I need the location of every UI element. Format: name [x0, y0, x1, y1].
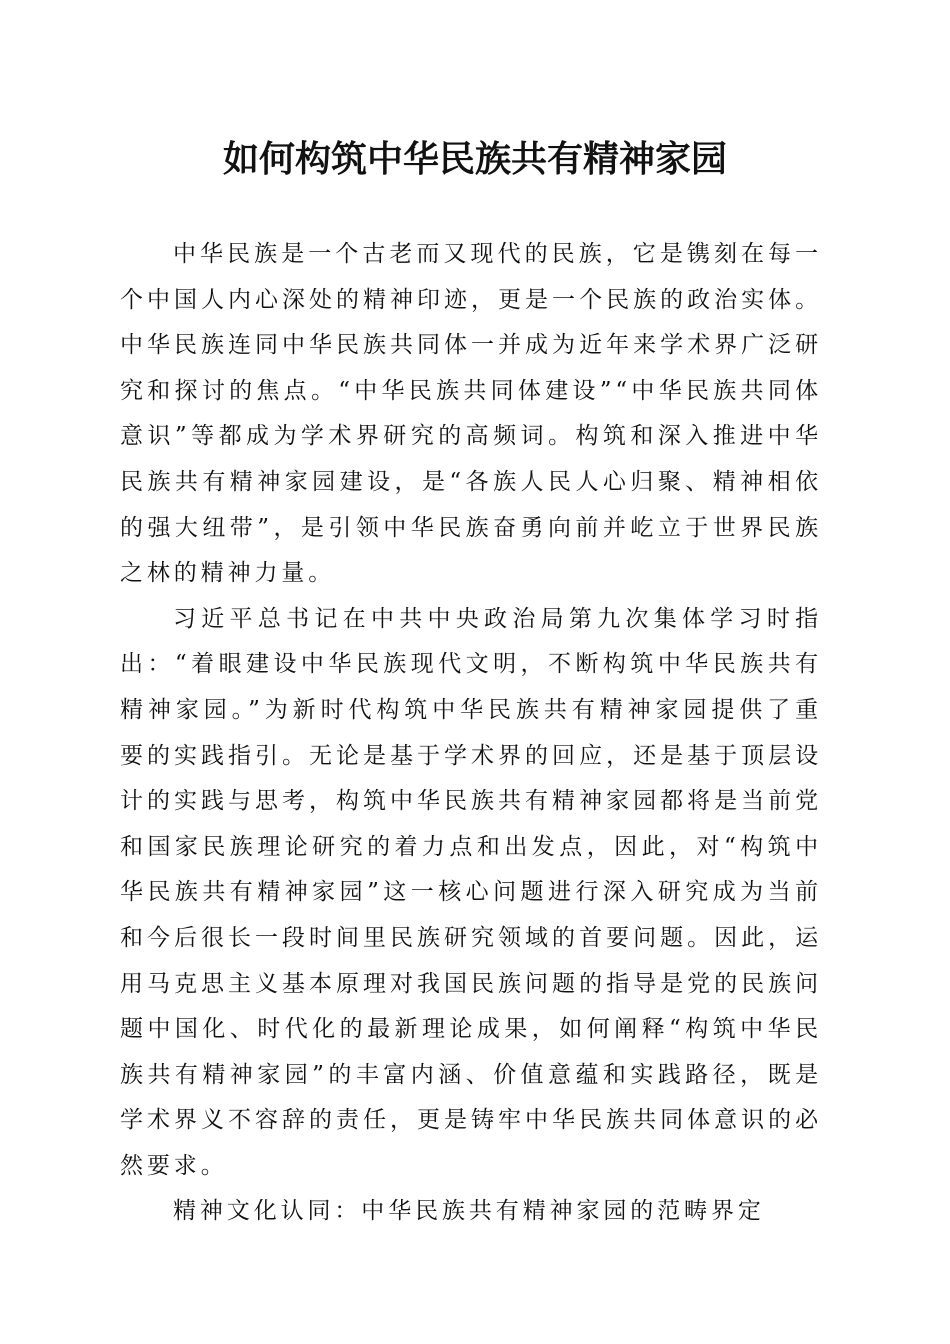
document-title: 如何构筑中华民族共有精神家园 [222, 138, 727, 180]
paragraph-2: 习近平总书记在中共中央政治局第九次集体学习时指出：“着眼建设中华民族现代文明，不断构筑中华民族共有精神家园。”为新时代构筑中华民族共有精神家园提供了重要的实践指引。无论是基于学术界的回应，还是基于顶层设计的实践与思考，构筑中华民族共有精神家园都将是当前党和国家民族理论研究的着力点和出发点，因此，对“构筑中华民族共有精神家园”这一核心问题进行深入研究成为当前和今后很长一段时间里民族研究领域的首要问题。因此，运用马克思主义基本原理对我国民族问题的指导是党的民族问题中国化、时代化的最新理论成果，如何阐释“构筑中华民族共有精神家园”的丰富内涵、价值意蕴和实践路径，既是学术界义不容辞的责任，更是铸牢中华民族共同体意识的必然要求。 [120, 605, 822, 1179]
document-body [120, 232, 822, 1235]
paragraph-1: 中华民族是一个古老而又现代的民族，它是镌刻在每一个中国人内心深处的精神印迹，更是一个民族的政治实体。中华民族连同中华民族共同体一并成为近年来学术界广泛研究和探讨的焦点。“中华民族共同体建设”“中华民族共同体意识”等都成为学术界研究的高频词。构筑和深入推进中华民族共有精神家园建设，是“各族人民人心归聚、精神相依的强大纽带”，是引领中华民族奋勇向前并屹立于世界民族之林的精神力量。 [120, 241, 822, 587]
section-heading: 精神文化认同：中华民族共有精神家园的范畴界定 [173, 1198, 765, 1225]
